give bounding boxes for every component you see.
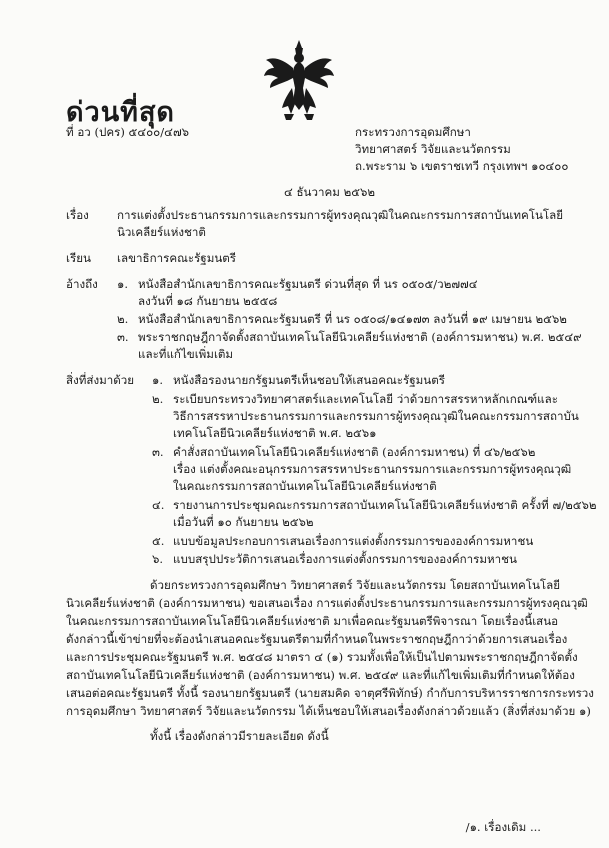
document-number: ที่ อว (ปคร) ๕๔๐๐/๔๗๖	[66, 125, 190, 139]
subject-line-1: การแต่งตั้งประธานกรรมการและกรรมการผู้ทรงคุณวุฒิในคณะกรรมการสถาบันเทคโนโลยี	[117, 208, 564, 222]
body-paragraph-line: ในคณะกรรมการสถาบันเทคโนโลยีนิวเคลียร์แห่งชาติ มาเพื่อคณะรัฐมนตรีพิจารณา โดยเรื่องนี้เสนอ	[66, 614, 559, 628]
enclosure-number: ๔.	[152, 498, 165, 512]
enclosure-text: แบบสรุปประวัติการเสนอเรื่องการแต่งตั้งกรรมการขององค์การมหาชน	[173, 552, 517, 566]
urgency-stamp: ด่วนที่สุด	[66, 97, 175, 128]
sender-address: ถ.พระราม ๖ เขตราชเทวี กรุงเทพฯ ๑๐๔๐๐	[355, 159, 569, 173]
reference-number: ๒.	[117, 312, 129, 326]
enclosure-number: ๖.	[152, 552, 164, 566]
sender-ministry-2: วิทยาศาสตร์ วิจัยและนวัตกรรม	[355, 142, 511, 156]
subject-label: เรื่อง	[66, 208, 89, 222]
enclosure-text: วิธีการสรรหาประธานกรรมการและกรรมการผู้ทรงคุณวุฒิในคณะกรรมการสถาบัน	[173, 409, 579, 423]
enclosure-number: ๓.	[152, 445, 164, 459]
sender-ministry: กระทรวงการอุดมศึกษา	[355, 125, 471, 139]
document-date: ๔ ธันวาคม ๒๕๖๒	[284, 185, 375, 199]
recipient-value: เลขาธิการคณะรัฐมนตรี	[117, 251, 237, 265]
reference-text: ลงวันที่ ๑๘ กันยายน ๒๕๕๘	[138, 294, 278, 308]
enclosure-text: เมื่อวันที่ ๑๐ กันยายน ๒๕๖๒	[173, 515, 314, 529]
body-paragraph-line: นิวเคลียร์แห่งชาติ (องค์การมหาชน) ขอเสนอเรื่อง การแต่งตั้งประธานกรรมการและกรรมการผู้ทรงคุณวุฒิ	[66, 596, 588, 610]
body-paragraph-line: ด้วยกระทรวงการอุดมศึกษา วิทยาศาสตร์ วิจัยและนวัตกรรม โดยสถาบันเทคโนโลยี	[150, 578, 561, 592]
body-paragraph-line: และการประชุมคณะรัฐมนตรี พ.ศ. ๒๕๔๘ มาตรา ๔ (๑) รวมทั้งเพื่อให้เป็นไปตามพระราชกฤษฎีกาจัดตั้ง	[66, 650, 578, 664]
enclosure-text: เรื่อง แต่งตั้งคณะอนุกรรมการสรรหาประธานกรรมการและกรรมการผู้ทรงคุณวุฒิ	[173, 462, 572, 476]
body-closing: ทั้งนี้ เรื่องดังกล่าวมีรายละเอียด ดังนี้	[150, 729, 329, 743]
enclosure-text: แบบข้อมูลประกอบการเสนอเรื่องการแต่งตั้งกรรมการขององค์การมหาชน	[173, 534, 534, 548]
body-paragraph-line: สถาบันเทคโนโลยีนิวเคลียร์แห่งชาติ (องค์การมหาชน) พ.ศ. ๒๕๔๙ และที่แก้ไขเพิ่มเติมที่กำหนดให้ต้อง	[66, 668, 575, 682]
reference-number: ๓.	[117, 330, 129, 344]
enclosure-text: เทคโนโลยีนิวเคลียร์แห่งชาติ พ.ศ. ๒๕๖๑	[173, 426, 377, 440]
body-paragraph-line: การอุดมศึกษา วิทยาศาสตร์ วิจัยและนวัตกรรม ได้เห็นชอบให้เสนอเรื่องดังกล่าวด้วยแล้ว (สิ่งที่ส่งมาด้วย ๑)	[66, 704, 591, 718]
enclosure-number: ๒.	[152, 392, 164, 406]
reference-text: หนังสือสำนักเลขาธิการคณะรัฐมนตรี ด่วนที่สุด ที่ นร ๐๕๐๕/ว๒๗๗๔	[138, 277, 478, 291]
garuda-emblem-icon	[262, 38, 336, 128]
enclosure-text: ระเบียบกระทรวงวิทยาศาสตร์และเทคโนโลยี ว่าด้วยการสรรหาหลักเกณฑ์และ	[173, 392, 558, 406]
reference-text: พระราชกฤษฎีกาจัดตั้งสถาบันเทคโนโลยีนิวเคลียร์แห่งชาติ (องค์การมหาชน) พ.ศ. ๒๕๔๙	[138, 330, 582, 344]
enclosure-text: คำสั่งสถาบันเทคโนโลยีนิวเคลียร์แห่งชาติ (องค์การมหาชน) ที่ ๔๖/๒๕๖๒	[173, 445, 536, 459]
reference-number: ๑.	[117, 277, 129, 291]
enclosure-text: รายงานการประชุมคณะกรรมการสถาบันเทคโนโลยีนิวเคลียร์แห่งชาติ ครั้งที่ ๗/๒๕๖๒	[173, 498, 597, 512]
enclosures-label: สิ่งที่ส่งมาด้วย	[66, 373, 135, 387]
references-label: อ้างถึง	[66, 277, 98, 291]
recipient-label: เรียน	[66, 251, 91, 265]
reference-text: และที่แก้ไขเพิ่มเติม	[138, 347, 234, 361]
continuation-note: /๑. เรื่องเดิม ...	[465, 820, 541, 834]
reference-text: หนังสือสำนักเลขาธิการคณะรัฐมนตรี ที่ นร ๐๕๐๘/๑๔๑๗๓ ลงวันที่ ๑๙ เมษายน ๒๕๖๒	[138, 312, 567, 326]
enclosure-text: หนังสือรองนายกรัฐมนตรีเห็นชอบให้เสนอคณะรัฐมนตรี	[173, 373, 445, 387]
enclosure-number: ๑.	[152, 373, 164, 387]
subject-line-2: นิวเคลียร์แห่งชาติ	[117, 225, 206, 239]
body-paragraph-line: ดังกล่าวนี้เข้าข่ายที่จะต้องนำเสนอคณะรัฐมนตรีตามที่กำหนดในพระราชกฤษฎีกาว่าด้วยการเสนอเรื่อง	[66, 632, 568, 646]
enclosure-number: ๕.	[152, 534, 165, 548]
enclosure-text: ในคณะกรรมการสถาบันเทคโนโลยีนิวเคลียร์แห่งชาติ	[173, 479, 437, 493]
body-paragraph-line: เสนอต่อคณะรัฐมนตรี ทั้งนี้ รองนายกรัฐมนตรี (นายสมคิด จาตุศรีพิทักษ์) กำกับการบริหารราชการกระทรวง	[66, 686, 594, 700]
